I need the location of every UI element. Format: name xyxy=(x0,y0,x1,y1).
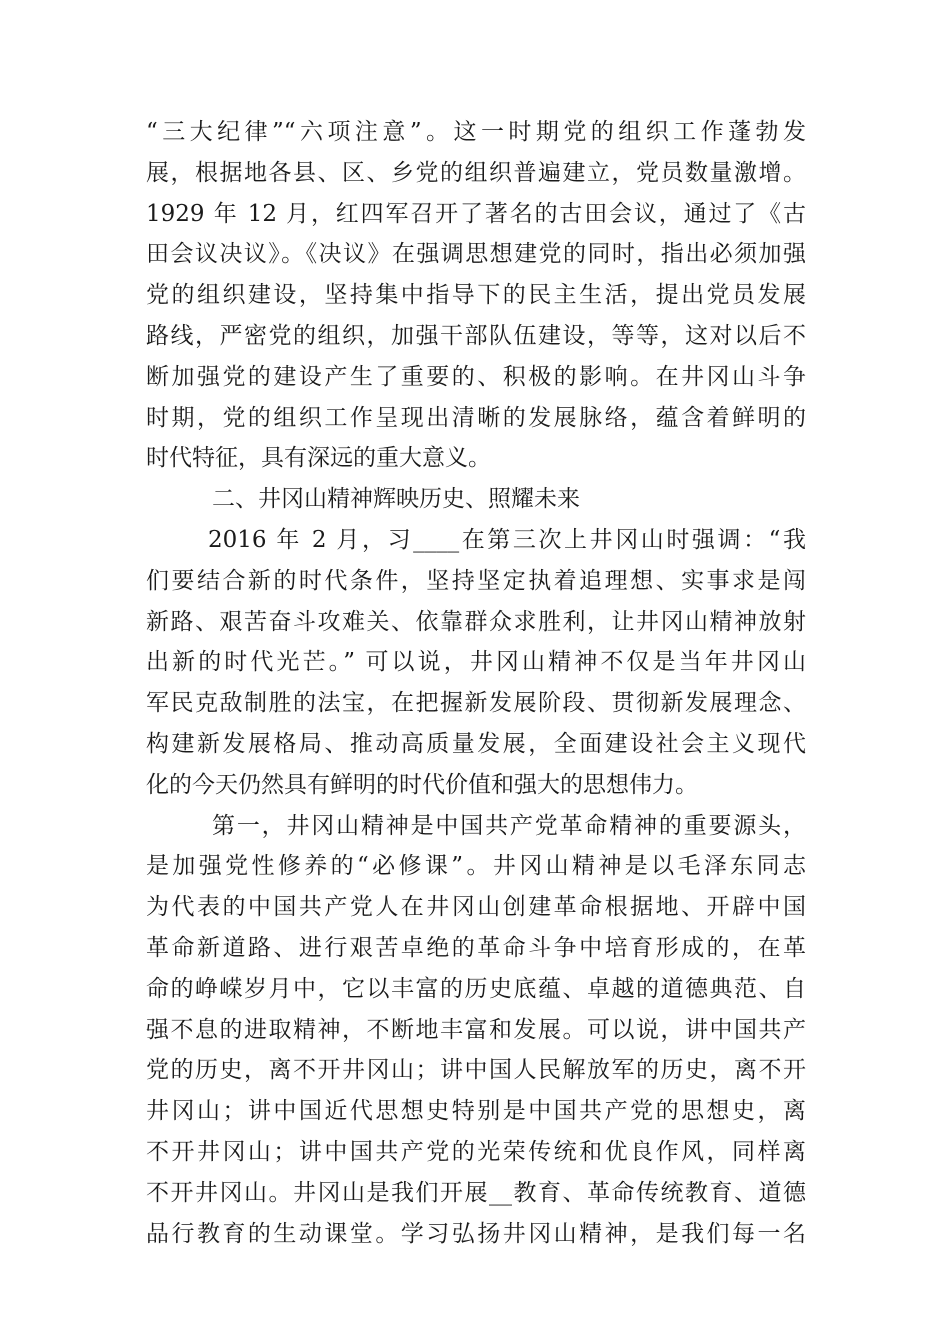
paragraph-line: 不开井冈山；讲中国共产党的光荣传统和优良作风，同样离 xyxy=(146,1138,806,1165)
paragraph-line: 强不息的进取精神，不断地丰富和发展。可以说，讲中国共产 xyxy=(146,1016,806,1043)
paragraph-line: 新路、艰苦奋斗攻难关、依靠群众求胜利，让井冈山精神放射 xyxy=(146,608,806,635)
paragraph-line: 路线，严密党的组织，加强干部队伍建设，等等，这对以后不 xyxy=(146,322,806,349)
paragraph-line: 田会议决议》。《决议》在强调思想建党的同时，指出必须加强 xyxy=(146,241,806,268)
paragraph-line: 们要结合新的时代条件，坚持坚定执着追理想、实事求是闯 xyxy=(146,567,806,594)
paragraph-line: 为代表的中国共产党人在井冈山创建革命根据地、开辟中国 xyxy=(146,894,806,921)
paragraph-line: 党的组织建设，坚持集中指导下的民主生活，提出党员发展 xyxy=(146,282,806,309)
paragraph-line: 命的峥嵘岁月中，它以丰富的历史底蕴、卓越的道德典范、自 xyxy=(146,975,806,1002)
paragraph-line: 构建新发展格局、推动高质量发展，全面建设社会主义现代 xyxy=(146,730,806,757)
paragraph-line: 1929 年 12 月，红四军召开了著名的古田会议，通过了《古 xyxy=(146,200,806,227)
paragraph-line: 党的历史，离不开井冈山；讲中国人民解放军的历史，离不开 xyxy=(146,1057,806,1084)
paragraph-line: 军民克敌制胜的法宝，在把握新发展阶段、贯彻新发展理念、 xyxy=(146,690,806,717)
paragraph-line: 时代特征，具有深远的重大意义。 xyxy=(146,445,491,472)
paragraph-line: 出新的时代光芒。” 可以说，井冈山精神不仅是当年井冈山 xyxy=(146,649,806,676)
document-body xyxy=(146,112,806,1254)
paragraph-line: 第一，井冈山精神是中国共产党革命精神的重要源头， xyxy=(212,812,806,839)
paragraph-line: 断加强党的建设产生了重要的、积极的影响。在井冈山斗争 xyxy=(146,363,806,390)
paragraph-line: 2016 年 2 月，习____在第三次上井冈山时强调：“我 xyxy=(208,526,806,553)
paragraph-line: 不开井冈山。井冈山是我们开展__教育、革命传统教育、道德 xyxy=(146,1179,806,1206)
paragraph-line: 展，根据地各县、区、乡党的组织普遍建立，党员数量激增。 xyxy=(146,159,806,186)
paragraph-line: 是加强党性修养的“必修课”。井冈山精神是以毛泽东同志 xyxy=(146,853,806,880)
paragraph-line: 时期，党的组织工作呈现出清晰的发展脉络，蕴含着鲜明的 xyxy=(146,404,806,431)
paragraph-line: 革命新道路、进行艰苦卓绝的革命斗争中培育形成的，在革 xyxy=(146,934,806,961)
paragraph-line: 化的今天仍然具有鲜明的时代价值和强大的思想伟力。 xyxy=(146,771,698,798)
paragraph-line: 井冈山；讲中国近代思想史特别是中国共产党的思想史，离 xyxy=(146,1098,806,1125)
section-heading: 二、井冈山精神辉映历史、照耀未来 xyxy=(212,486,580,513)
paragraph-line: 品行教育的生动课堂。学习弘扬井冈山精神，是我们每一名 xyxy=(146,1220,806,1247)
paragraph-line: “三大纪律”“六项注意”。这一时期党的组织工作蓬勃发 xyxy=(146,119,806,145)
